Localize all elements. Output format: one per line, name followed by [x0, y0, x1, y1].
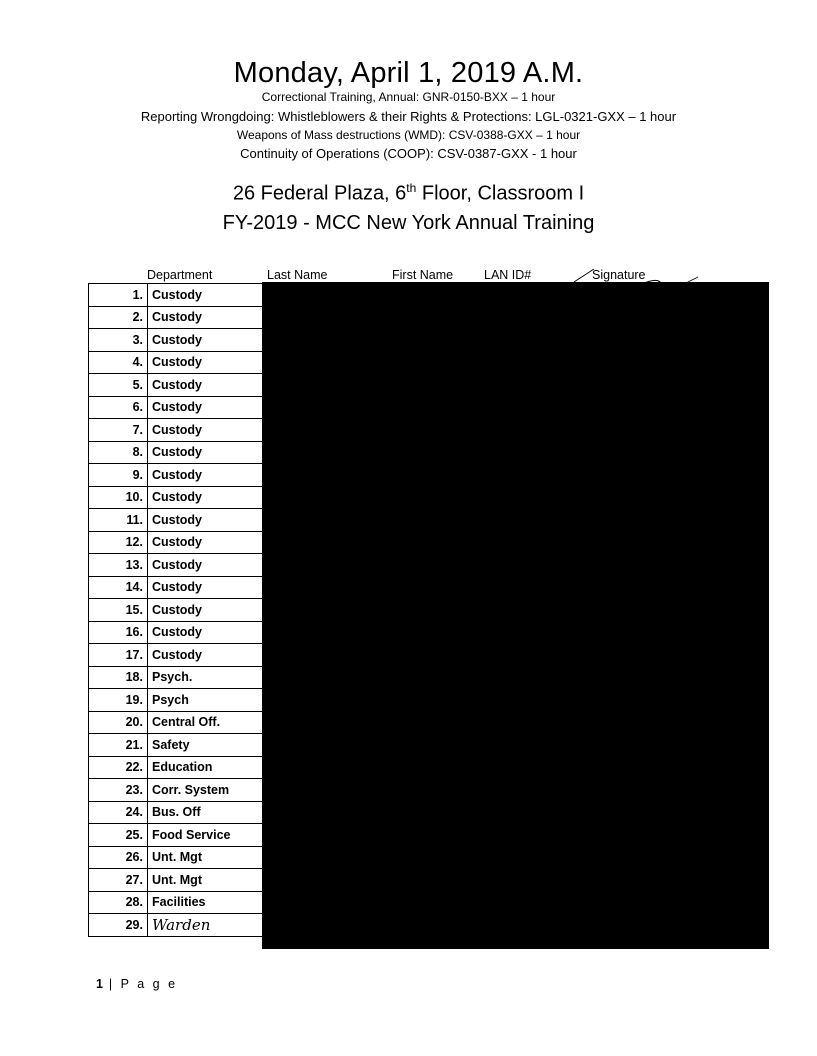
row-department: Custody [148, 599, 271, 622]
program-line: FY-2019 - MCC New York Annual Training [222, 212, 595, 234]
row-department: Unt. Mgt [148, 846, 271, 869]
row-department: Psych. [148, 666, 271, 689]
row-department: Custody [148, 531, 271, 554]
row-department: Custody [148, 554, 271, 577]
column-header-first-name: First Name [392, 268, 454, 282]
table-row [89, 711, 271, 734]
location-suffix: Floor, Classroom I [416, 182, 585, 205]
roster-table [88, 283, 271, 937]
row-department: Custody [148, 284, 271, 307]
row-number: 23. [89, 779, 148, 802]
row-department: Custody [148, 464, 271, 487]
table-row [89, 396, 271, 419]
column-header-last-name: Last Name [267, 268, 328, 282]
table-row [89, 464, 271, 487]
row-number: 29. [89, 914, 148, 937]
table-row [89, 846, 271, 869]
row-number: 5. [89, 374, 148, 397]
table-row [89, 779, 271, 802]
column-header-signature: Signature [592, 268, 646, 282]
table-row [89, 801, 271, 824]
row-number: 27. [89, 869, 148, 892]
row-department: Education [148, 756, 271, 779]
table-row [89, 734, 271, 757]
table-row [89, 869, 271, 892]
location-superscript: th [406, 181, 417, 195]
row-department: Warden [148, 914, 271, 937]
location-prefix: 26 Federal Plaza, 6 [232, 182, 407, 205]
table-row [89, 284, 271, 307]
row-department: Custody [148, 329, 271, 352]
table-row [89, 554, 271, 577]
page-label: P a g e [120, 977, 178, 991]
row-department: Custody [148, 396, 271, 419]
row-number: 3. [89, 329, 148, 352]
row-number: 17. [89, 644, 148, 667]
row-department: Central Off. [148, 711, 271, 734]
row-department: Psych [148, 689, 271, 712]
row-number: 14. [89, 576, 148, 599]
row-department: Safety [148, 734, 271, 757]
row-department: Unt. Mgt [148, 869, 271, 892]
row-department: Custody [148, 576, 271, 599]
row-department: Custody [148, 374, 271, 397]
course-line-1: Correctional Training, Annual: GNR-0150-BXX – 1 hour [261, 90, 556, 104]
row-number: 18. [89, 666, 148, 689]
row-department: Bus. Off [148, 801, 271, 824]
row-number: 22. [89, 756, 148, 779]
row-number: 13. [89, 554, 148, 577]
table-row [89, 441, 271, 464]
row-department: Corr. System [148, 779, 271, 802]
table-row [89, 329, 271, 352]
row-department: Custody [148, 306, 271, 329]
page-number: 1 [96, 977, 103, 991]
table-row [89, 689, 271, 712]
row-number: 8. [89, 441, 148, 464]
row-department: Custody [148, 621, 271, 644]
row-department: Custody [148, 509, 271, 532]
row-number: 9. [89, 464, 148, 487]
row-department: Custody [148, 486, 271, 509]
table-row [89, 419, 271, 442]
row-number: 6. [89, 396, 148, 419]
row-department: Custody [148, 441, 271, 464]
table-row [89, 599, 271, 622]
table-row [89, 509, 271, 532]
row-number: 15. [89, 599, 148, 622]
table-row [89, 756, 271, 779]
row-number: 10. [89, 486, 148, 509]
table-row [89, 914, 271, 937]
table-row [89, 621, 271, 644]
row-number: 11. [89, 509, 148, 532]
table-row [89, 576, 271, 599]
row-number: 25. [89, 824, 148, 847]
row-number: 1. [89, 284, 148, 307]
row-number: 21. [89, 734, 148, 757]
row-number: 2. [89, 306, 148, 329]
table-row [89, 486, 271, 509]
row-number: 26. [89, 846, 148, 869]
row-department: Food Service [148, 824, 271, 847]
row-number: 7. [89, 419, 148, 442]
course-line-4: Continuity of Operations (COOP): CSV-0387-GXX - 1 hour [240, 146, 577, 161]
course-line-2: Reporting Wrongdoing: Whistleblowers & their Rights & Protections: LGL-0321-GXX – 1 hour [140, 109, 677, 124]
row-number: 20. [89, 711, 148, 734]
row-department: Custody [148, 351, 271, 374]
column-header-lan-id: LAN ID# [484, 268, 532, 282]
row-number: 16. [89, 621, 148, 644]
row-number: 19. [89, 689, 148, 712]
table-row [89, 666, 271, 689]
row-department: Custody [148, 644, 271, 667]
column-header-department: Department [147, 268, 213, 282]
page-footer: 1 | P a g e [96, 977, 178, 991]
row-number: 12. [89, 531, 148, 554]
location-line [0, 181, 817, 206]
page-title: Monday, April 1, 2019 A.M. [233, 57, 584, 89]
table-row [89, 891, 271, 914]
table-row [89, 306, 271, 329]
row-department: Facilities [148, 891, 271, 914]
redaction-block [262, 282, 769, 949]
table-row [89, 644, 271, 667]
row-number: 24. [89, 801, 148, 824]
table-row [89, 374, 271, 397]
table-row [89, 531, 271, 554]
row-number: 28. [89, 891, 148, 914]
table-row [89, 824, 271, 847]
table-row [89, 351, 271, 374]
row-department: Custody [148, 419, 271, 442]
course-line-3: Weapons of Mass destructions (WMD): CSV-0388-GXX – 1 hour [236, 128, 581, 142]
row-number: 4. [89, 351, 148, 374]
